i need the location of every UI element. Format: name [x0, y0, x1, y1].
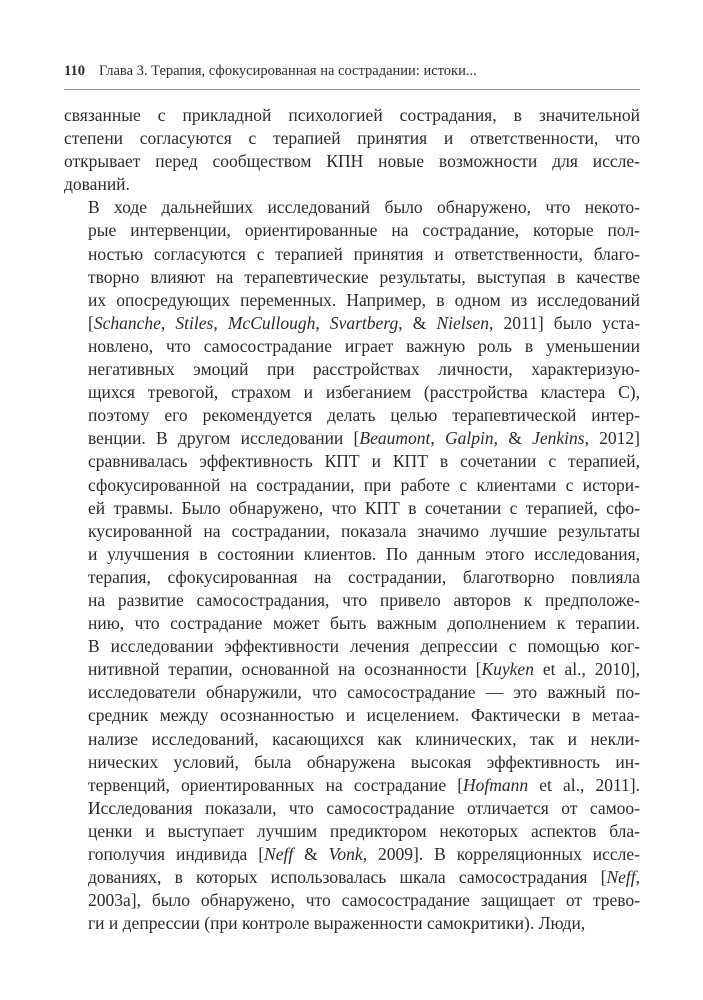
- body-text: [64, 104, 640, 935]
- text-line: Исследования показали, что самосострадание отличается от самоо-: [88, 797, 640, 818]
- author-name: McCullough: [227, 312, 316, 333]
- author-name: Svartberg: [329, 312, 399, 333]
- header-divider: [64, 89, 640, 90]
- running-title: Глава 3. Терапия, сфокусированная на сострадании: истоки...: [98, 63, 477, 79]
- author-name: Neff: [606, 867, 636, 888]
- author-name: Galpin: [444, 428, 494, 449]
- text-line: нализе исследований, касающихся как клинических, так и некли-: [88, 728, 640, 749]
- text-line: ги и депрессии (при контроле выраженности самокритики). Люди,: [88, 913, 586, 934]
- author-name: Hofmann: [463, 774, 529, 795]
- running-header: [64, 63, 640, 85]
- text-line: ностью согласуются с терапией принятия и ответственности, благо-: [88, 243, 640, 264]
- text-line: исследователи обнаружили, что самосострадание — это важный по-: [88, 682, 640, 703]
- text-line: их опосредующих переменных. Например, в одном из исследований: [88, 289, 640, 310]
- text-line: нитивной терапии, основанной на осознанности [Kuyken et al., 2010],: [88, 659, 640, 680]
- author-name: Beaumont: [359, 428, 431, 449]
- text-line: гополучия индивида [Neff & Vonk, 2009]. В корреляционных иссле-: [88, 844, 640, 864]
- paragraph-1: [64, 104, 640, 196]
- text-line: ценки и выступает лучшим предиктором некоторых аспектов бла-: [88, 820, 640, 841]
- author-name: Vonk: [328, 844, 363, 864]
- text-line: негативных эмоций при расстройствах личности, характеризую-: [88, 359, 640, 380]
- text-line: ей травмы. Было обнаружено, что КПТ в сочетании с терапией, сфо-: [88, 497, 640, 518]
- author-name: Kuyken: [481, 659, 534, 680]
- text-line: новлено, что самосострадание играет важную роль в уменьшении: [88, 335, 640, 356]
- text-line: В ходе дальнейших исследований было обнаружено, что некото-: [88, 197, 640, 218]
- text-line: открывает перед сообществом КПН новые возможности для иссле-: [64, 151, 640, 172]
- text-line: дованиях, в которых использовалась шкала самосострадания [Neff,: [88, 867, 640, 888]
- text-line: рые интервенции, ориентированные на сострадание, которые пол-: [88, 220, 640, 241]
- text-line: нию, что сострадание может быть важным дополнением к терапии.: [88, 613, 640, 634]
- author-name: Nielsen: [436, 312, 489, 333]
- text-line: поэтому его рекомендуется делать целью терапевтической интер-: [88, 405, 640, 426]
- text-line: венции. В другом исследовании [Beaumont, Galpin, & Jenkins, 2012]: [88, 428, 641, 449]
- text-line: щихся тревогой, страхом и избеганием (расстройства кластера С),: [88, 382, 640, 403]
- page-number: 110: [64, 63, 85, 79]
- text-line: степени согласуются с терапией принятия и ответственности, что: [64, 128, 640, 149]
- text-line: нических условий, была обнаружена высокая эффективность ин-: [88, 751, 640, 772]
- author-name: Neff: [264, 844, 294, 864]
- text-line: на развитие самосострадания, что привело авторов к предположе-: [88, 589, 640, 610]
- text-line: сравнивалась эффективность КПТ и КПТ в сочетании с терапией,: [88, 451, 640, 472]
- author-name: Stiles: [175, 312, 214, 333]
- text-line: дований.: [64, 174, 130, 195]
- text-line: В исследовании эффективности лечения депрессии с помощью ког-: [88, 636, 640, 657]
- text-line: средник между осознанностью и исцелением. Фактически в метаа-: [88, 705, 640, 726]
- author-name: Schanche: [93, 312, 161, 333]
- text-line: тервенций, ориентированных на сострадание [Hofmann et al., 2011].: [88, 774, 640, 795]
- text-line: сфокусированной на сострадании, при работе с клиентами с истори-: [88, 474, 640, 495]
- paragraph-2: [64, 196, 640, 935]
- text-line: 2003а], было обнаружено, что самосострадание защищает от трево-: [88, 890, 640, 911]
- text-line: связанные с прикладной психологией сострадания, в значительной: [64, 105, 640, 125]
- text-line: и улучшения в состоянии клиентов. По данным этого исследования,: [88, 543, 640, 564]
- author-name: Jenkins: [532, 428, 585, 449]
- text-line: кусированной на сострадании, показала значимо лучшие результаты: [88, 520, 640, 541]
- text-line: [Schanche, Stiles, McCullough, Svartberg, & Nielsen, 2011] было уста-: [88, 312, 641, 333]
- text-line: творно влияют на терапевтические результаты, выступая в качестве: [88, 266, 640, 287]
- text-line: терапия, сфокусированная на сострадании, благотворно повлияла: [88, 566, 640, 587]
